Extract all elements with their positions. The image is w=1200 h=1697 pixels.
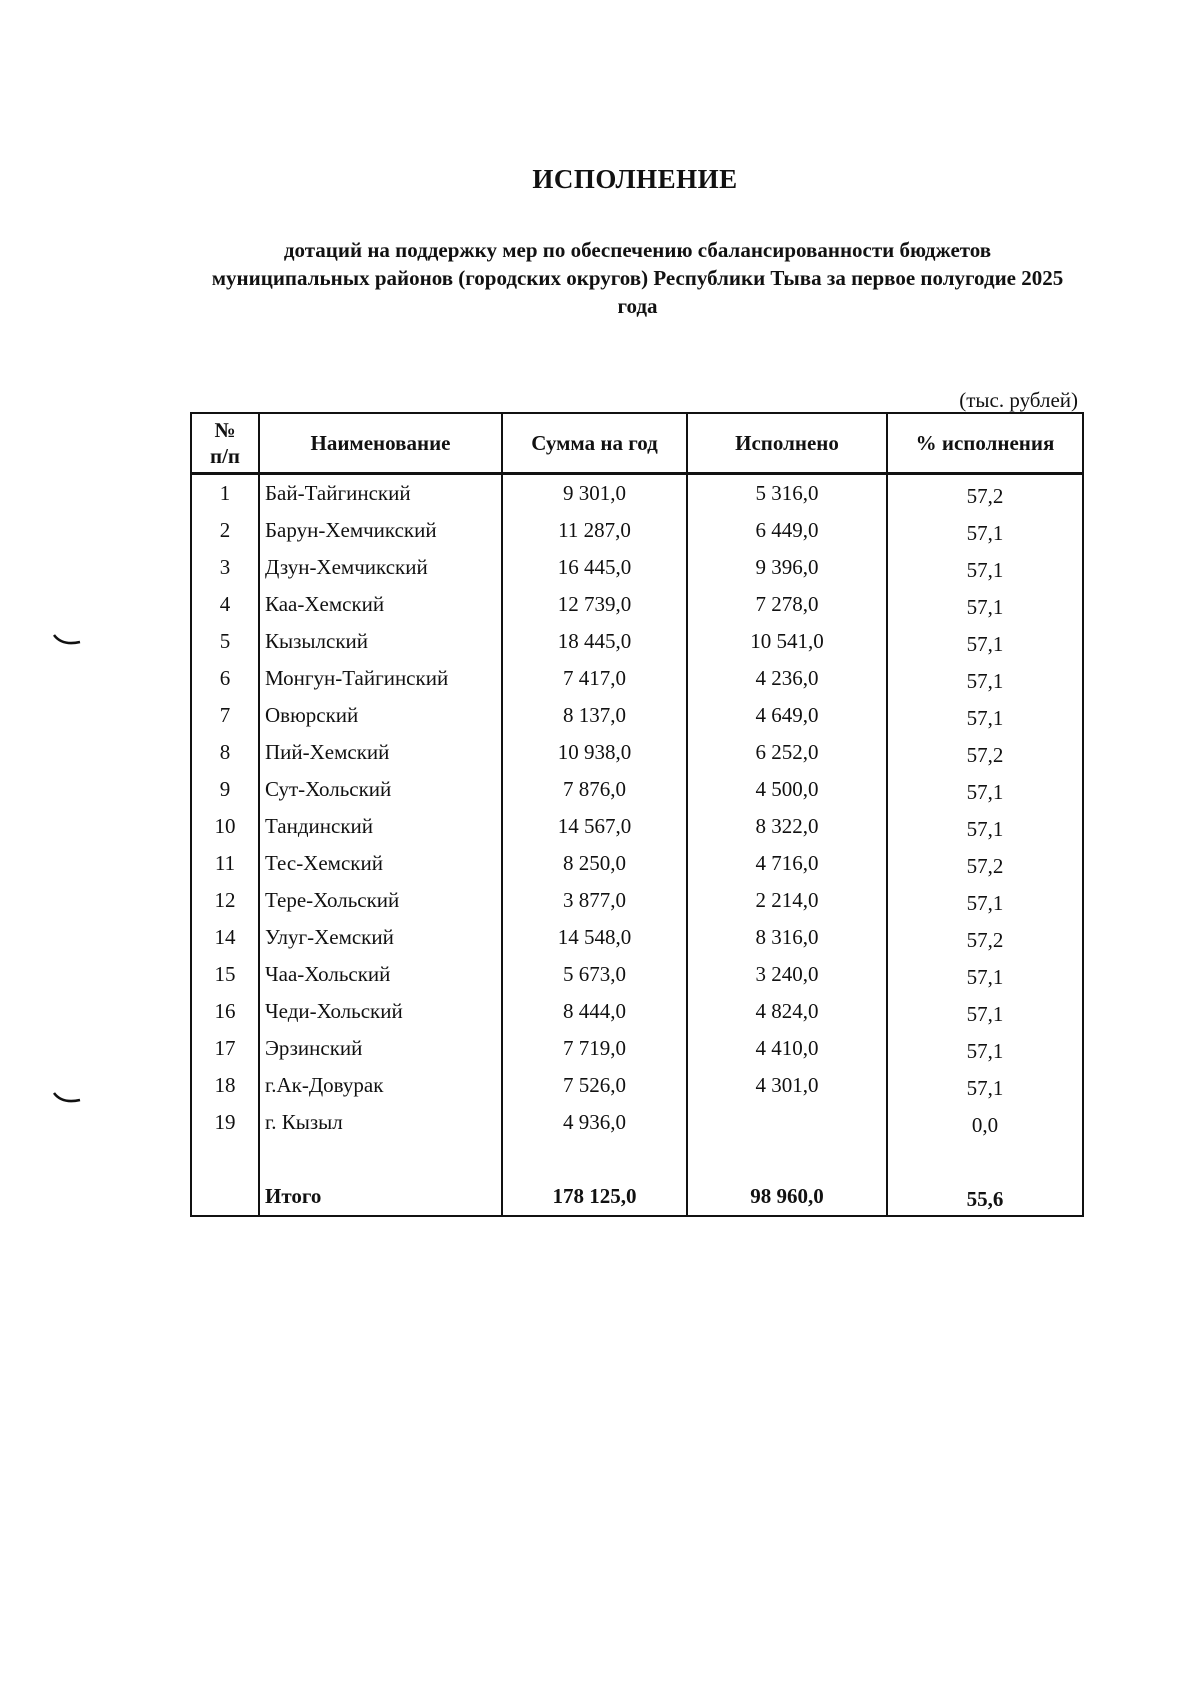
spacer-row [191, 1141, 1083, 1177]
row-name: Тандинский [259, 808, 502, 845]
row-number: 9 [191, 771, 259, 808]
total-number [191, 1177, 259, 1216]
spacer-cell [191, 1141, 259, 1177]
header-execution-percent: % исполнения [887, 413, 1083, 474]
row-annual-sum: 10 938,0 [502, 734, 687, 771]
header-annual-sum: Сумма на год [502, 413, 687, 474]
table-row [191, 586, 1083, 623]
row-number: 16 [191, 993, 259, 1030]
row-number: 11 [191, 845, 259, 882]
row-number: 12 [191, 882, 259, 919]
row-executed: 4 649,0 [687, 697, 887, 734]
table-row [191, 919, 1083, 956]
row-annual-sum: 7 876,0 [502, 771, 687, 808]
row-execution-percent: 57,2 [887, 845, 1083, 882]
row-number: 5 [191, 623, 259, 660]
row-execution-percent: 57,1 [887, 623, 1083, 660]
row-execution-percent: 57,2 [887, 474, 1083, 513]
row-annual-sum: 14 548,0 [502, 919, 687, 956]
row-annual-sum: 9 301,0 [502, 474, 687, 513]
row-executed: 7 278,0 [687, 586, 887, 623]
row-executed: 6 449,0 [687, 512, 887, 549]
spacer-cell [259, 1141, 502, 1177]
row-name: Монгун-Тайгинский [259, 660, 502, 697]
row-execution-percent: 57,1 [887, 660, 1083, 697]
row-name: Кызылский [259, 623, 502, 660]
table-body [191, 474, 1083, 1217]
row-executed: 4 236,0 [687, 660, 887, 697]
table-row [191, 474, 1083, 513]
row-executed: 5 316,0 [687, 474, 887, 513]
header-name: Наименование [259, 413, 502, 474]
total-executed: 98 960,0 [687, 1177, 887, 1216]
row-executed: 6 252,0 [687, 734, 887, 771]
row-name: Барун-Хемчикский [259, 512, 502, 549]
row-name: Каа-Хемский [259, 586, 502, 623]
row-name: Улуг-Хемский [259, 919, 502, 956]
row-execution-percent: 57,1 [887, 1067, 1083, 1104]
row-annual-sum: 16 445,0 [502, 549, 687, 586]
table-row [191, 845, 1083, 882]
table-row [191, 1030, 1083, 1067]
row-number: 6 [191, 660, 259, 697]
row-execution-percent: 57,1 [887, 771, 1083, 808]
row-number: 4 [191, 586, 259, 623]
row-annual-sum: 7 526,0 [502, 1067, 687, 1104]
row-annual-sum: 3 877,0 [502, 882, 687, 919]
total-execution-percent: 55,6 [887, 1177, 1083, 1216]
row-execution-percent: 57,1 [887, 1030, 1083, 1067]
table-row [191, 882, 1083, 919]
row-execution-percent: 0,0 [887, 1104, 1083, 1141]
page-title: ИСПОЛНЕНИЕ [532, 164, 738, 194]
row-execution-percent: 57,1 [887, 512, 1083, 549]
document-subtitle: дотаций на поддержку мер по обеспечению сбалансированности бюджетов муниципальных районов (городских округов) Республики Тыва за первое полугодие 2025 года [211, 238, 1064, 318]
row-number: 18 [191, 1067, 259, 1104]
row-executed: 8 316,0 [687, 919, 887, 956]
row-executed: 8 322,0 [687, 808, 887, 845]
row-executed: 4 716,0 [687, 845, 887, 882]
row-execution-percent: 57,2 [887, 734, 1083, 771]
row-name: Тес-Хемский [259, 845, 502, 882]
row-name: г. Кызыл [259, 1104, 502, 1141]
spacer-cell [502, 1141, 687, 1177]
row-annual-sum: 8 137,0 [502, 697, 687, 734]
row-annual-sum: 8 444,0 [502, 993, 687, 1030]
table-row [191, 1104, 1083, 1141]
row-name: Тере-Хольский [259, 882, 502, 919]
row-executed: 10 541,0 [687, 623, 887, 660]
row-number: 10 [191, 808, 259, 845]
row-annual-sum: 5 673,0 [502, 956, 687, 993]
table-header-row [191, 413, 1083, 474]
table-row [191, 623, 1083, 660]
scan-mark [52, 1090, 82, 1106]
table-row [191, 771, 1083, 808]
row-name: Чаа-Хольский [259, 956, 502, 993]
table-row [191, 734, 1083, 771]
row-annual-sum: 18 445,0 [502, 623, 687, 660]
spacer-cell [687, 1141, 887, 1177]
row-annual-sum: 4 936,0 [502, 1104, 687, 1141]
scan-mark [52, 632, 82, 648]
table-row [191, 808, 1083, 845]
row-annual-sum: 7 417,0 [502, 660, 687, 697]
row-number: 8 [191, 734, 259, 771]
row-name: Бай-Тайгинский [259, 474, 502, 513]
execution-table [190, 412, 1082, 1217]
row-execution-percent: 57,1 [887, 586, 1083, 623]
row-name: Овюрский [259, 697, 502, 734]
row-executed [687, 1104, 887, 1141]
row-name: Чеди-Хольский [259, 993, 502, 1030]
row-executed: 2 214,0 [687, 882, 887, 919]
row-annual-sum: 8 250,0 [502, 845, 687, 882]
row-annual-sum: 14 567,0 [502, 808, 687, 845]
row-number: 3 [191, 549, 259, 586]
header-number-line2: п/п [209, 444, 241, 468]
row-number: 17 [191, 1030, 259, 1067]
row-executed: 3 240,0 [687, 956, 887, 993]
row-number: 7 [191, 697, 259, 734]
row-execution-percent: 57,1 [887, 549, 1083, 586]
table-row [191, 956, 1083, 993]
row-execution-percent: 57,1 [887, 993, 1083, 1030]
row-annual-sum: 11 287,0 [502, 512, 687, 549]
units-note: (тыс. рублей) [959, 388, 1078, 412]
row-number: 19 [191, 1104, 259, 1141]
row-name: Эрзинский [259, 1030, 502, 1067]
total-annual-sum: 178 125,0 [502, 1177, 687, 1216]
table-row [191, 512, 1083, 549]
row-annual-sum: 7 719,0 [502, 1030, 687, 1067]
row-execution-percent: 57,1 [887, 882, 1083, 919]
row-executed: 4 301,0 [687, 1067, 887, 1104]
total-row [191, 1177, 1083, 1216]
row-execution-percent: 57,1 [887, 697, 1083, 734]
row-number: 1 [191, 474, 259, 513]
row-name: Дзун-Хемчикский [259, 549, 502, 586]
row-executed: 4 500,0 [687, 771, 887, 808]
row-execution-percent: 57,2 [887, 919, 1083, 956]
row-name: Пий-Хемский [259, 734, 502, 771]
row-number: 2 [191, 512, 259, 549]
header-executed: Исполнено [687, 413, 887, 474]
row-execution-percent: 57,1 [887, 956, 1083, 993]
row-name: г.Ак-Довурак [259, 1067, 502, 1104]
table-row [191, 993, 1083, 1030]
table-row [191, 697, 1083, 734]
spacer-cell [887, 1141, 1083, 1177]
row-number: 15 [191, 956, 259, 993]
table-row [191, 549, 1083, 586]
table-row [191, 660, 1083, 697]
row-executed: 4 824,0 [687, 993, 887, 1030]
total-name: Итого [259, 1177, 502, 1216]
header-number-line1: № [214, 418, 236, 442]
row-number: 14 [191, 919, 259, 956]
header-number [191, 413, 259, 474]
row-annual-sum: 12 739,0 [502, 586, 687, 623]
table-row [191, 1067, 1083, 1104]
row-executed: 9 396,0 [687, 549, 887, 586]
row-execution-percent: 57,1 [887, 808, 1083, 845]
row-name: Сут-Хольский [259, 771, 502, 808]
row-executed: 4 410,0 [687, 1030, 887, 1067]
